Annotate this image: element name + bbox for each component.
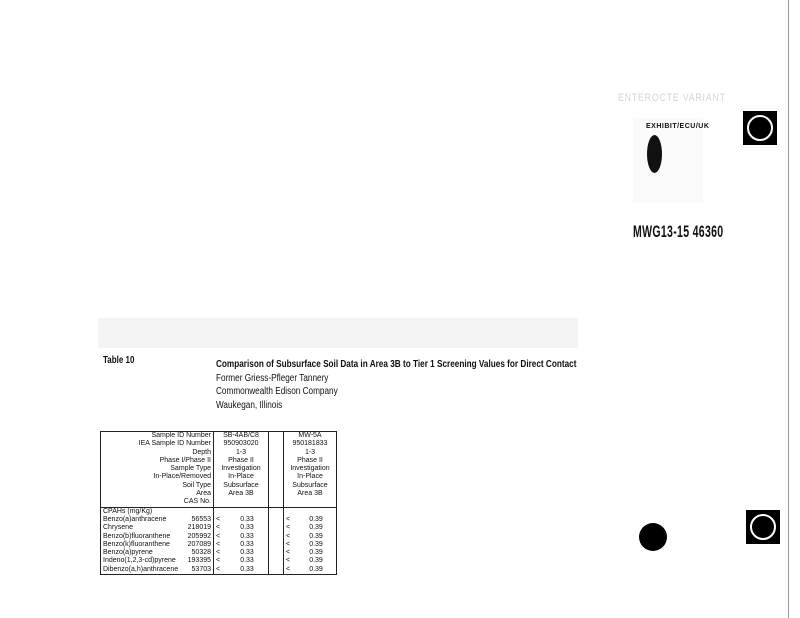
cas-number: 53703 <box>184 566 213 575</box>
header-row <box>101 473 337 481</box>
result-b: 0.39 <box>296 549 337 557</box>
compound-name: Benzo(k)fluoranthene <box>103 540 170 548</box>
faint-header-text: ENTEROCTE VARIANT <box>618 92 726 104</box>
qualifier-a: < <box>216 565 221 573</box>
spacer-cell <box>269 516 284 524</box>
spacer-cell <box>269 549 284 557</box>
table-row <box>101 549 337 557</box>
table-number: Table 10 <box>103 355 135 366</box>
category-row <box>101 507 337 516</box>
qualifier-a: < <box>216 515 221 523</box>
result-b: 0.39 <box>296 541 337 549</box>
sample-a-value: Investigation <box>214 465 269 473</box>
compound-name: Indeno(1,2,3-cd)pyrene <box>103 557 176 565</box>
sample-a-value: Area 3B <box>214 490 269 498</box>
header-label: In-Place/Removed <box>101 473 214 481</box>
sample-b-value: 950181833 <box>284 440 337 448</box>
header-row <box>101 440 337 448</box>
spacer-cell <box>269 440 284 448</box>
spacer-cell <box>269 449 284 457</box>
cas-header: CAS No. <box>101 498 214 507</box>
header-row <box>101 465 337 473</box>
sample-b-value: Phase II <box>284 457 337 465</box>
document-number: MWG13-15 46360 <box>633 222 724 241</box>
punch-hole-top <box>743 111 777 145</box>
header-label: Sample ID Number <box>101 432 214 441</box>
sample-a-value: In-Place <box>214 473 269 481</box>
cas-number: 50328 <box>184 549 213 557</box>
compound-name: Benzo(a)pyrene <box>103 549 153 557</box>
result-a: 0.33 <box>226 549 269 557</box>
header-label: Area <box>101 490 214 498</box>
sample-b-value: Subsurface <box>284 482 337 490</box>
qualifier-a: < <box>216 557 221 565</box>
compound-name: Benzo(a)anthracene <box>103 515 167 523</box>
header-label: Depth <box>101 449 214 457</box>
result-a: 0.33 <box>226 541 269 549</box>
qualifier-b: < <box>284 524 297 532</box>
sample-a-value: Subsurface <box>214 482 269 490</box>
category-label: CPAHs (mg/Kg) <box>101 507 214 516</box>
spacer-cell <box>269 457 284 465</box>
sample-a-value: 950903020 <box>214 440 269 448</box>
header-label: Phase I/Phase II <box>101 457 214 465</box>
header-label: Soil Type <box>101 482 214 490</box>
cas-number: 207089 <box>184 541 213 549</box>
compound-name: Chrysene <box>103 524 133 532</box>
spacer-cell <box>269 507 284 516</box>
spacer-cell <box>269 566 284 575</box>
result-b: 0.39 <box>296 533 337 541</box>
header-row <box>101 490 337 498</box>
table-row <box>101 541 337 549</box>
table-row <box>101 557 337 565</box>
empty-cell <box>214 498 269 507</box>
header-row <box>101 432 337 441</box>
spacer-cell <box>269 490 284 498</box>
spacer-cell <box>269 524 284 532</box>
compound-name: Dibenzo(a,h)anthracene <box>103 565 179 573</box>
sample-b-value: Investigation <box>284 465 337 473</box>
page-edge-line <box>788 0 789 618</box>
exhibit-stamp <box>633 118 703 203</box>
header-label: IEA Sample ID Number <box>101 440 214 448</box>
result-b: 0.39 <box>296 566 337 575</box>
result-b: 0.39 <box>296 557 337 565</box>
qualifier-b: < <box>284 557 297 565</box>
sample-a-value: Phase II <box>214 457 269 465</box>
qualifier-a: < <box>216 549 221 557</box>
table-row <box>101 516 337 524</box>
spacer-cell <box>269 541 284 549</box>
qualifier-b: < <box>284 566 297 575</box>
site-name: Former Griess-Pfleger Tannery <box>216 372 329 384</box>
sample-b-value: MW-5A <box>284 432 337 441</box>
sample-a-value: SB-4AB/C8 <box>214 432 269 441</box>
soil-data-table <box>100 431 337 575</box>
result-a: 0.33 <box>226 557 269 565</box>
result-a: 0.33 <box>226 524 269 532</box>
result-a: 0.33 <box>226 533 269 541</box>
stamp-code: EXHIBIT/ECU/UK <box>646 123 710 130</box>
result-b: 0.39 <box>296 516 337 524</box>
header-row <box>101 449 337 457</box>
result-a: 0.33 <box>226 516 269 524</box>
header-row <box>101 482 337 490</box>
spacer-cell <box>269 533 284 541</box>
qualifier-b: < <box>284 549 297 557</box>
qualifier-b: < <box>284 533 297 541</box>
compound-name: Benzo(b)fluoranthene <box>103 532 171 540</box>
punch-hole-bottom <box>746 510 780 544</box>
cas-number: 193395 <box>184 557 213 565</box>
qualifier-a: < <box>216 532 221 540</box>
table-row <box>101 524 337 532</box>
qualifier-b: < <box>284 516 297 524</box>
result-b: 0.39 <box>296 524 337 532</box>
spacer-cell <box>269 498 284 507</box>
empty-cell <box>214 507 269 516</box>
punch-hole-ring <box>750 514 776 540</box>
cas-number: 218019 <box>184 524 213 532</box>
company-name: Commonwealth Edison Company <box>216 386 338 397</box>
spacer-cell <box>269 482 284 490</box>
qualifier-b: < <box>284 541 297 549</box>
spacer-cell <box>269 473 284 481</box>
punch-dot <box>639 523 667 551</box>
table-rows <box>101 507 337 574</box>
sample-a-value: 1-3 <box>214 449 269 457</box>
empty-cell <box>284 498 337 507</box>
table-title: Comparison of Subsurface Soil Data in Area 3B to Tier 1 Screening Values for Direct Contact <box>216 359 577 370</box>
empty-cell <box>284 507 337 516</box>
sample-b-value: Area 3B <box>284 490 337 498</box>
qualifier-a: < <box>216 524 221 532</box>
sample-b-value: In-Place <box>284 473 337 481</box>
qualifier-a: < <box>216 540 221 548</box>
cas-header-row <box>101 498 337 507</box>
table-header-block <box>101 432 337 508</box>
location: Waukegan, Illinois <box>216 399 283 411</box>
cas-number: 205992 <box>184 533 213 541</box>
stamp-oval-mark <box>647 135 662 173</box>
sample-b-value: 1-3 <box>284 449 337 457</box>
table-title-block <box>216 358 576 412</box>
header-row <box>101 457 337 465</box>
table-row <box>101 533 337 541</box>
result-a: 0.33 <box>226 566 269 575</box>
spacer-cell <box>269 432 284 441</box>
bleed-through-band <box>98 318 578 348</box>
table-row <box>101 566 337 575</box>
spacer-cell <box>269 465 284 473</box>
punch-hole-ring <box>747 115 773 141</box>
header-label: Sample Type <box>101 465 214 473</box>
spacer-cell <box>269 557 284 565</box>
cas-number: 56553 <box>184 516 213 524</box>
